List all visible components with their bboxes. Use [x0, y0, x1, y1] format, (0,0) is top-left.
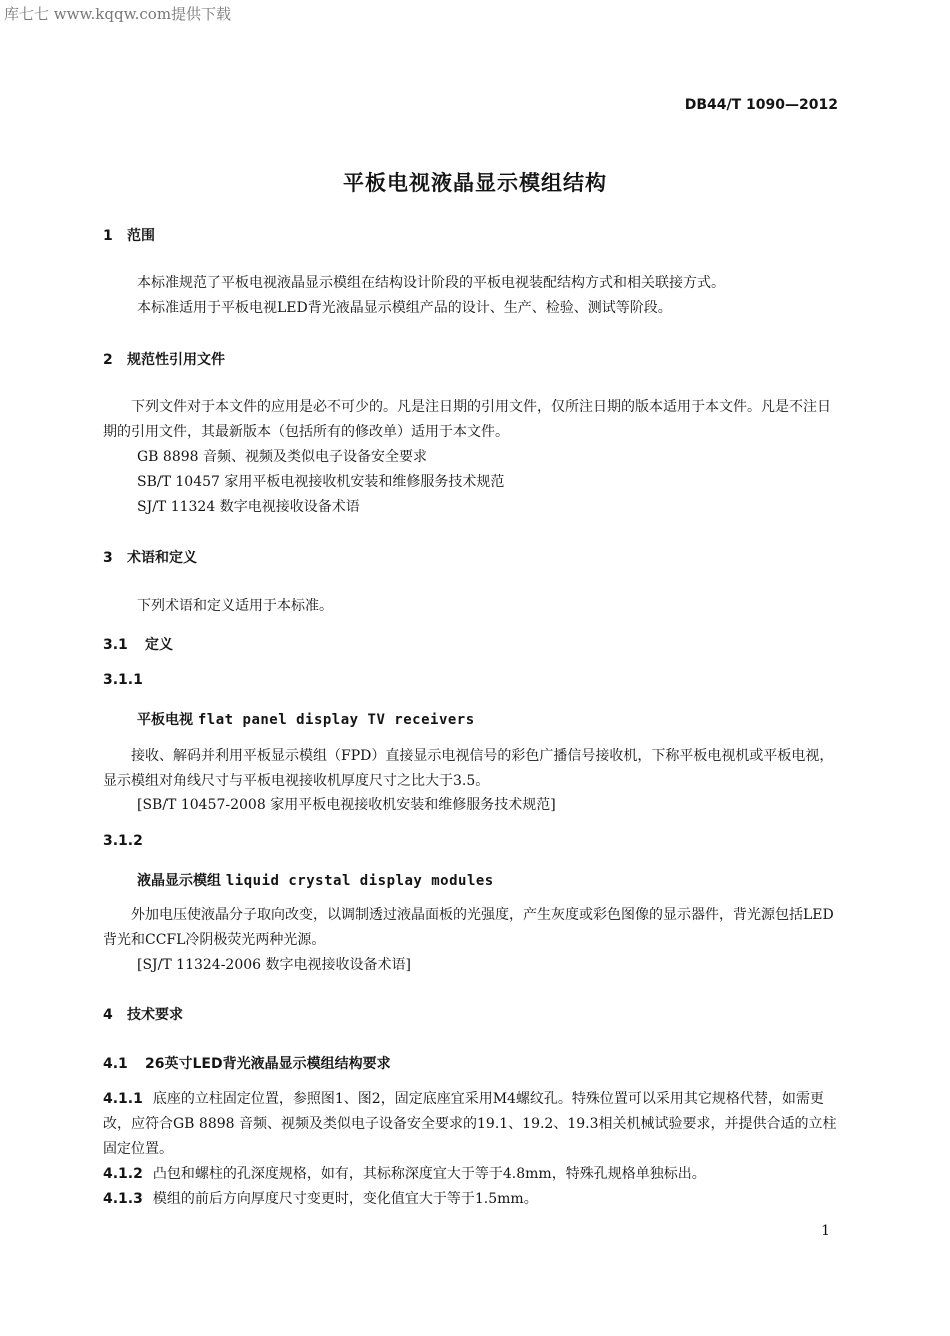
watermark: 库七七 www.kqqw.com提供下载 [4, 5, 232, 23]
term-2-source: [SJ/T 11324-2006 数字电视接收设备术语] [137, 957, 411, 973]
section-4-1-heading [103, 1053, 391, 1073]
section-3-1-title: 定义 [145, 637, 173, 653]
section-3-title: 术语和定义 [127, 550, 197, 566]
term-1-title [137, 709, 475, 729]
term-1-definition: 接收、解码并利用平板显示模组（FPD）直接显示电视信号的彩色广播信号接收机，下称平板电视机或平板电视，显示模组对角线尺寸与平板电视接收机厚度尺寸之比大于3.5。 [103, 748, 834, 789]
reference-item: SB/T 10457 家用平板电视接收机安装和维修服务技术规范 [137, 474, 505, 490]
document-title: 平板电视液晶显示模组结构 [343, 171, 607, 195]
clause-number: 4.1.1 [103, 1091, 143, 1107]
clause-text: 凸包和螺柱的孔深度规格，如有，其标称深度宜大于等于4.8mm，特殊孔规格单独标出。 [152, 1166, 706, 1182]
section-2-heading [103, 349, 225, 369]
clause-number: 4.1.3 [103, 1191, 143, 1207]
page-number: 1 [821, 1223, 830, 1239]
term-2-zh: 液晶显示模组 [137, 873, 221, 889]
section-2-title: 规范性引用文件 [127, 352, 225, 368]
term-2-en: liquid crystal display modules [225, 873, 494, 889]
section-3-number: 3 [103, 550, 113, 566]
section-4-heading [103, 1004, 183, 1024]
scope-paragraph-1: 本标准规范了平板电视液晶显示模组在结构设计阶段的平板电视装配结构方式和相关联接方式。 [137, 275, 725, 291]
term-1-source: [SB/T 10457-2008 家用平板电视接收机安装和维修服务技术规范] [137, 797, 556, 813]
section-3-heading [103, 547, 197, 567]
section-4-title: 技术要求 [127, 1007, 183, 1023]
clause-4-1-2 [103, 1162, 839, 1187]
clause-text: 底座的立柱固定位置，参照图1、图2，固定底座宜采用M4螺纹孔。特殊位置可以采用其它规格代替，如需更改，应符合GB 8898 音频、视频及类似电子设备安全要求的19.1、19.2、19.3相关机械试验要求，并提供合适的立柱固定位置。 [103, 1091, 837, 1157]
section-3-1-number: 3.1 [103, 637, 128, 653]
section-2-number: 2 [103, 352, 113, 368]
section-4-1-number: 4.1 [103, 1056, 128, 1072]
reference-item: SJ/T 11324 数字电视接收设备术语 [137, 499, 360, 515]
terms-intro: 下列术语和定义适用于本标准。 [137, 598, 333, 614]
clause-4-1-3 [103, 1187, 839, 1212]
section-3-1-heading [103, 634, 173, 654]
reference-item: GB 8898 音频、视频及类似电子设备安全要求 [137, 449, 427, 465]
section-1-heading [103, 225, 155, 245]
references-intro: 下列文件对于本文件的应用是必不可少的。凡是注日期的引用文件，仅所注日期的版本适用于本文件。凡是不注日期的引用文件，其最新版本（包括所有的修改单）适用于本文件。 [103, 399, 831, 440]
clause-text: 模组的前后方向厚度尺寸变更时，变化值宜大于等于1.5mm。 [152, 1191, 538, 1207]
section-1-number: 1 [103, 228, 113, 244]
section-1-title: 范围 [127, 228, 155, 244]
term-1-en: flat panel display TV receivers [197, 712, 475, 728]
section-4-number: 4 [103, 1007, 113, 1023]
term-1-number: 3.1.1 [103, 672, 143, 688]
clause-4-1-1 [103, 1087, 839, 1162]
term-2-number: 3.1.2 [103, 833, 143, 849]
term-1-zh: 平板电视 [137, 712, 193, 728]
document-code: DB44/T 1090—2012 [684, 97, 838, 113]
scope-paragraph-2: 本标准适用于平板电视LED背光液晶显示模组产品的设计、生产、检验、测试等阶段。 [137, 300, 672, 316]
section-4-1-title: 26英寸LED背光液晶显示模组结构要求 [145, 1056, 391, 1072]
term-2-title [137, 870, 494, 890]
clause-number: 4.1.2 [103, 1166, 143, 1182]
term-2-definition: 外加电压使液晶分子取向改变，以调制透过液晶面板的光强度，产生灰度或彩色图像的显示器件，背光源包括LED背光和CCFL冷阴极荧光两种光源。 [103, 907, 834, 948]
